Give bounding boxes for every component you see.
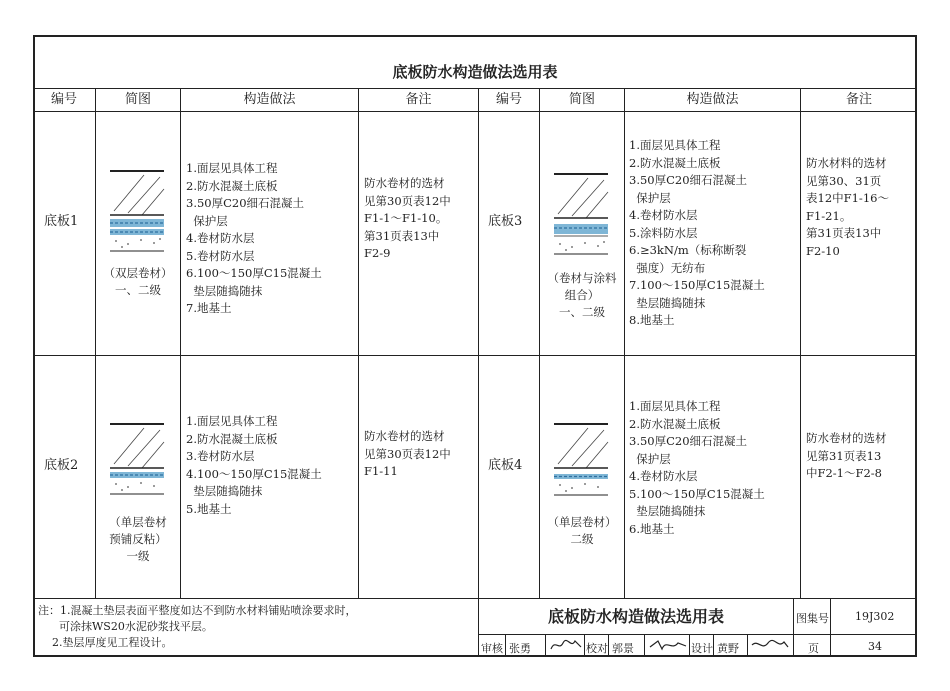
- header-remark: 备注: [845, 92, 872, 107]
- step-item: 1.面层见具体工程: [629, 138, 721, 152]
- divider: [95, 88, 96, 598]
- divider: [689, 634, 690, 657]
- divider: [33, 111, 917, 112]
- footer-notes: 注：1.混凝土垫层表面平整度如达不到防水材料铺贴喷涂要求时， 可涂抹WS20水泥砂浆找平层。 2.垫层厚度见工程设计。: [38, 604, 357, 649]
- remark-text: 防水卷材的选材 见第30页表12中 F1-11: [364, 429, 451, 478]
- divider: [747, 634, 748, 657]
- table-title: 底板防水构造做法选用表: [392, 63, 558, 81]
- construction-steps: [186, 160, 322, 318]
- divider: [584, 634, 585, 657]
- step-item: 4.卷材防水层: [186, 231, 255, 245]
- step-item: 5.100～150厚C15混凝土: [629, 486, 765, 501]
- row-code: 底板4: [488, 458, 523, 473]
- divider: [608, 634, 609, 657]
- atlas-number: 19J302: [855, 610, 895, 623]
- reviewer-name: 张勇: [509, 642, 531, 655]
- row-code: 底板2: [44, 458, 79, 473]
- step-item: 6.100～150厚C15混凝土: [186, 266, 322, 280]
- step-item: 2.防水混凝土底板: [629, 416, 721, 431]
- divider: [358, 88, 359, 598]
- step-item: 强度）无纺布: [629, 260, 706, 275]
- diagram-caption: （双层卷材） 一、二级: [103, 266, 173, 297]
- construction-steps: [186, 413, 322, 518]
- step-item: 2.防水混凝土底板: [629, 155, 721, 170]
- floor-section-diagram: [108, 165, 168, 270]
- page-number: 34: [868, 640, 882, 653]
- divider: [180, 88, 181, 598]
- header-code: 编号: [495, 92, 522, 107]
- step-item: 垫层随捣随抹: [629, 295, 706, 310]
- floor-section-diagram: [108, 418, 168, 503]
- divider: [478, 88, 479, 657]
- step-item: 3.50厚C20细石混凝土: [186, 196, 305, 210]
- step-item: 垫层随捣随抹: [186, 283, 263, 298]
- header-diagram: 简图: [568, 92, 595, 107]
- design-label: 设计: [691, 642, 713, 655]
- divider: [793, 598, 794, 657]
- diagram-caption: （卷材与涂料 组合） 一、二级: [547, 271, 617, 319]
- checker-name: 郭景: [612, 642, 634, 655]
- step-item: 5.卷材防水层: [186, 248, 255, 263]
- review-label: 审核: [481, 642, 503, 655]
- construction-steps: [629, 398, 765, 538]
- header-method: 构造做法: [243, 92, 296, 107]
- diagram-caption: （单层卷材 预铺反粘） 一级: [109, 515, 167, 563]
- step-item: 5.地基土: [186, 501, 232, 516]
- atlas-label: 图集号: [796, 612, 829, 625]
- header-method: 构造做法: [686, 92, 739, 107]
- divider: [505, 634, 506, 657]
- step-item: 保护层: [629, 190, 671, 205]
- divider: [545, 634, 546, 657]
- drawing-title: 底板防水构造做法选用表: [547, 607, 724, 626]
- divider: [644, 634, 645, 657]
- page-label: 页: [808, 642, 819, 655]
- divider: [33, 355, 917, 356]
- step-item: 1.面层见具体工程: [629, 399, 721, 413]
- divider: [830, 598, 831, 657]
- designer-signature: [750, 637, 790, 653]
- step-item: 1.面层见具体工程: [186, 161, 278, 175]
- header-code: 编号: [50, 92, 77, 107]
- remark-text: 防水卷材的选材 见第31页表13 中F2-1～F2-8: [806, 431, 887, 480]
- step-item: 保护层: [186, 213, 228, 228]
- header-diagram: 简图: [124, 92, 151, 107]
- floor-section-diagram: [552, 418, 612, 503]
- row-code: 底板1: [44, 214, 79, 229]
- step-item: 7.地基土: [186, 301, 232, 315]
- row-code: 底板3: [488, 214, 523, 229]
- reviewer-signature: [549, 637, 583, 653]
- step-item: 4.卷材防水层: [629, 469, 698, 483]
- step-item: 8.地基土: [629, 313, 675, 327]
- step-item: 3.50厚C20细石混凝土: [629, 434, 748, 448]
- diagram-caption: （单层卷材） 二级: [547, 515, 617, 546]
- step-item: 5.涂料防水层: [629, 225, 698, 240]
- step-item: 4.卷材防水层: [629, 208, 698, 222]
- designer-name: 黄野: [717, 642, 739, 655]
- divider: [624, 88, 625, 598]
- divider: [33, 598, 917, 599]
- step-item: 2.防水混凝土底板: [186, 178, 278, 193]
- step-item: 2.防水混凝土底板: [186, 431, 278, 446]
- step-item: 3.卷材防水层: [186, 449, 255, 463]
- step-item: 7.100～150厚C15混凝土: [629, 278, 765, 292]
- divider: [800, 88, 801, 598]
- step-item: 保护层: [629, 451, 671, 466]
- divider: [478, 634, 917, 635]
- check-label: 校对: [586, 642, 608, 655]
- divider: [713, 634, 714, 657]
- construction-steps: [629, 137, 765, 330]
- remark-text: 防水材料的选材 见第30、31页 表12中F1-16～ F1-21。 第31页表13中 F2-10: [806, 156, 889, 258]
- step-item: 1.面层见具体工程: [186, 414, 278, 428]
- checker-signature: [648, 637, 688, 653]
- header-remark: 备注: [405, 92, 432, 107]
- step-item: 垫层随捣随抹: [186, 484, 263, 498]
- step-item: 垫层随捣随抹: [629, 504, 706, 518]
- step-item: 4.100～150厚C15混凝土: [186, 466, 322, 481]
- remark-text: 防水卷材的选材 见第30页表12中 F1-1～F1-10。 第31页表13中 F2-9: [364, 176, 451, 260]
- step-item: 3.50厚C20细石混凝土: [629, 173, 748, 187]
- step-item: 6.地基土: [629, 521, 675, 536]
- floor-section-diagram: [552, 168, 612, 273]
- step-item: 6.≥3kN/m（标称断裂: [629, 243, 747, 257]
